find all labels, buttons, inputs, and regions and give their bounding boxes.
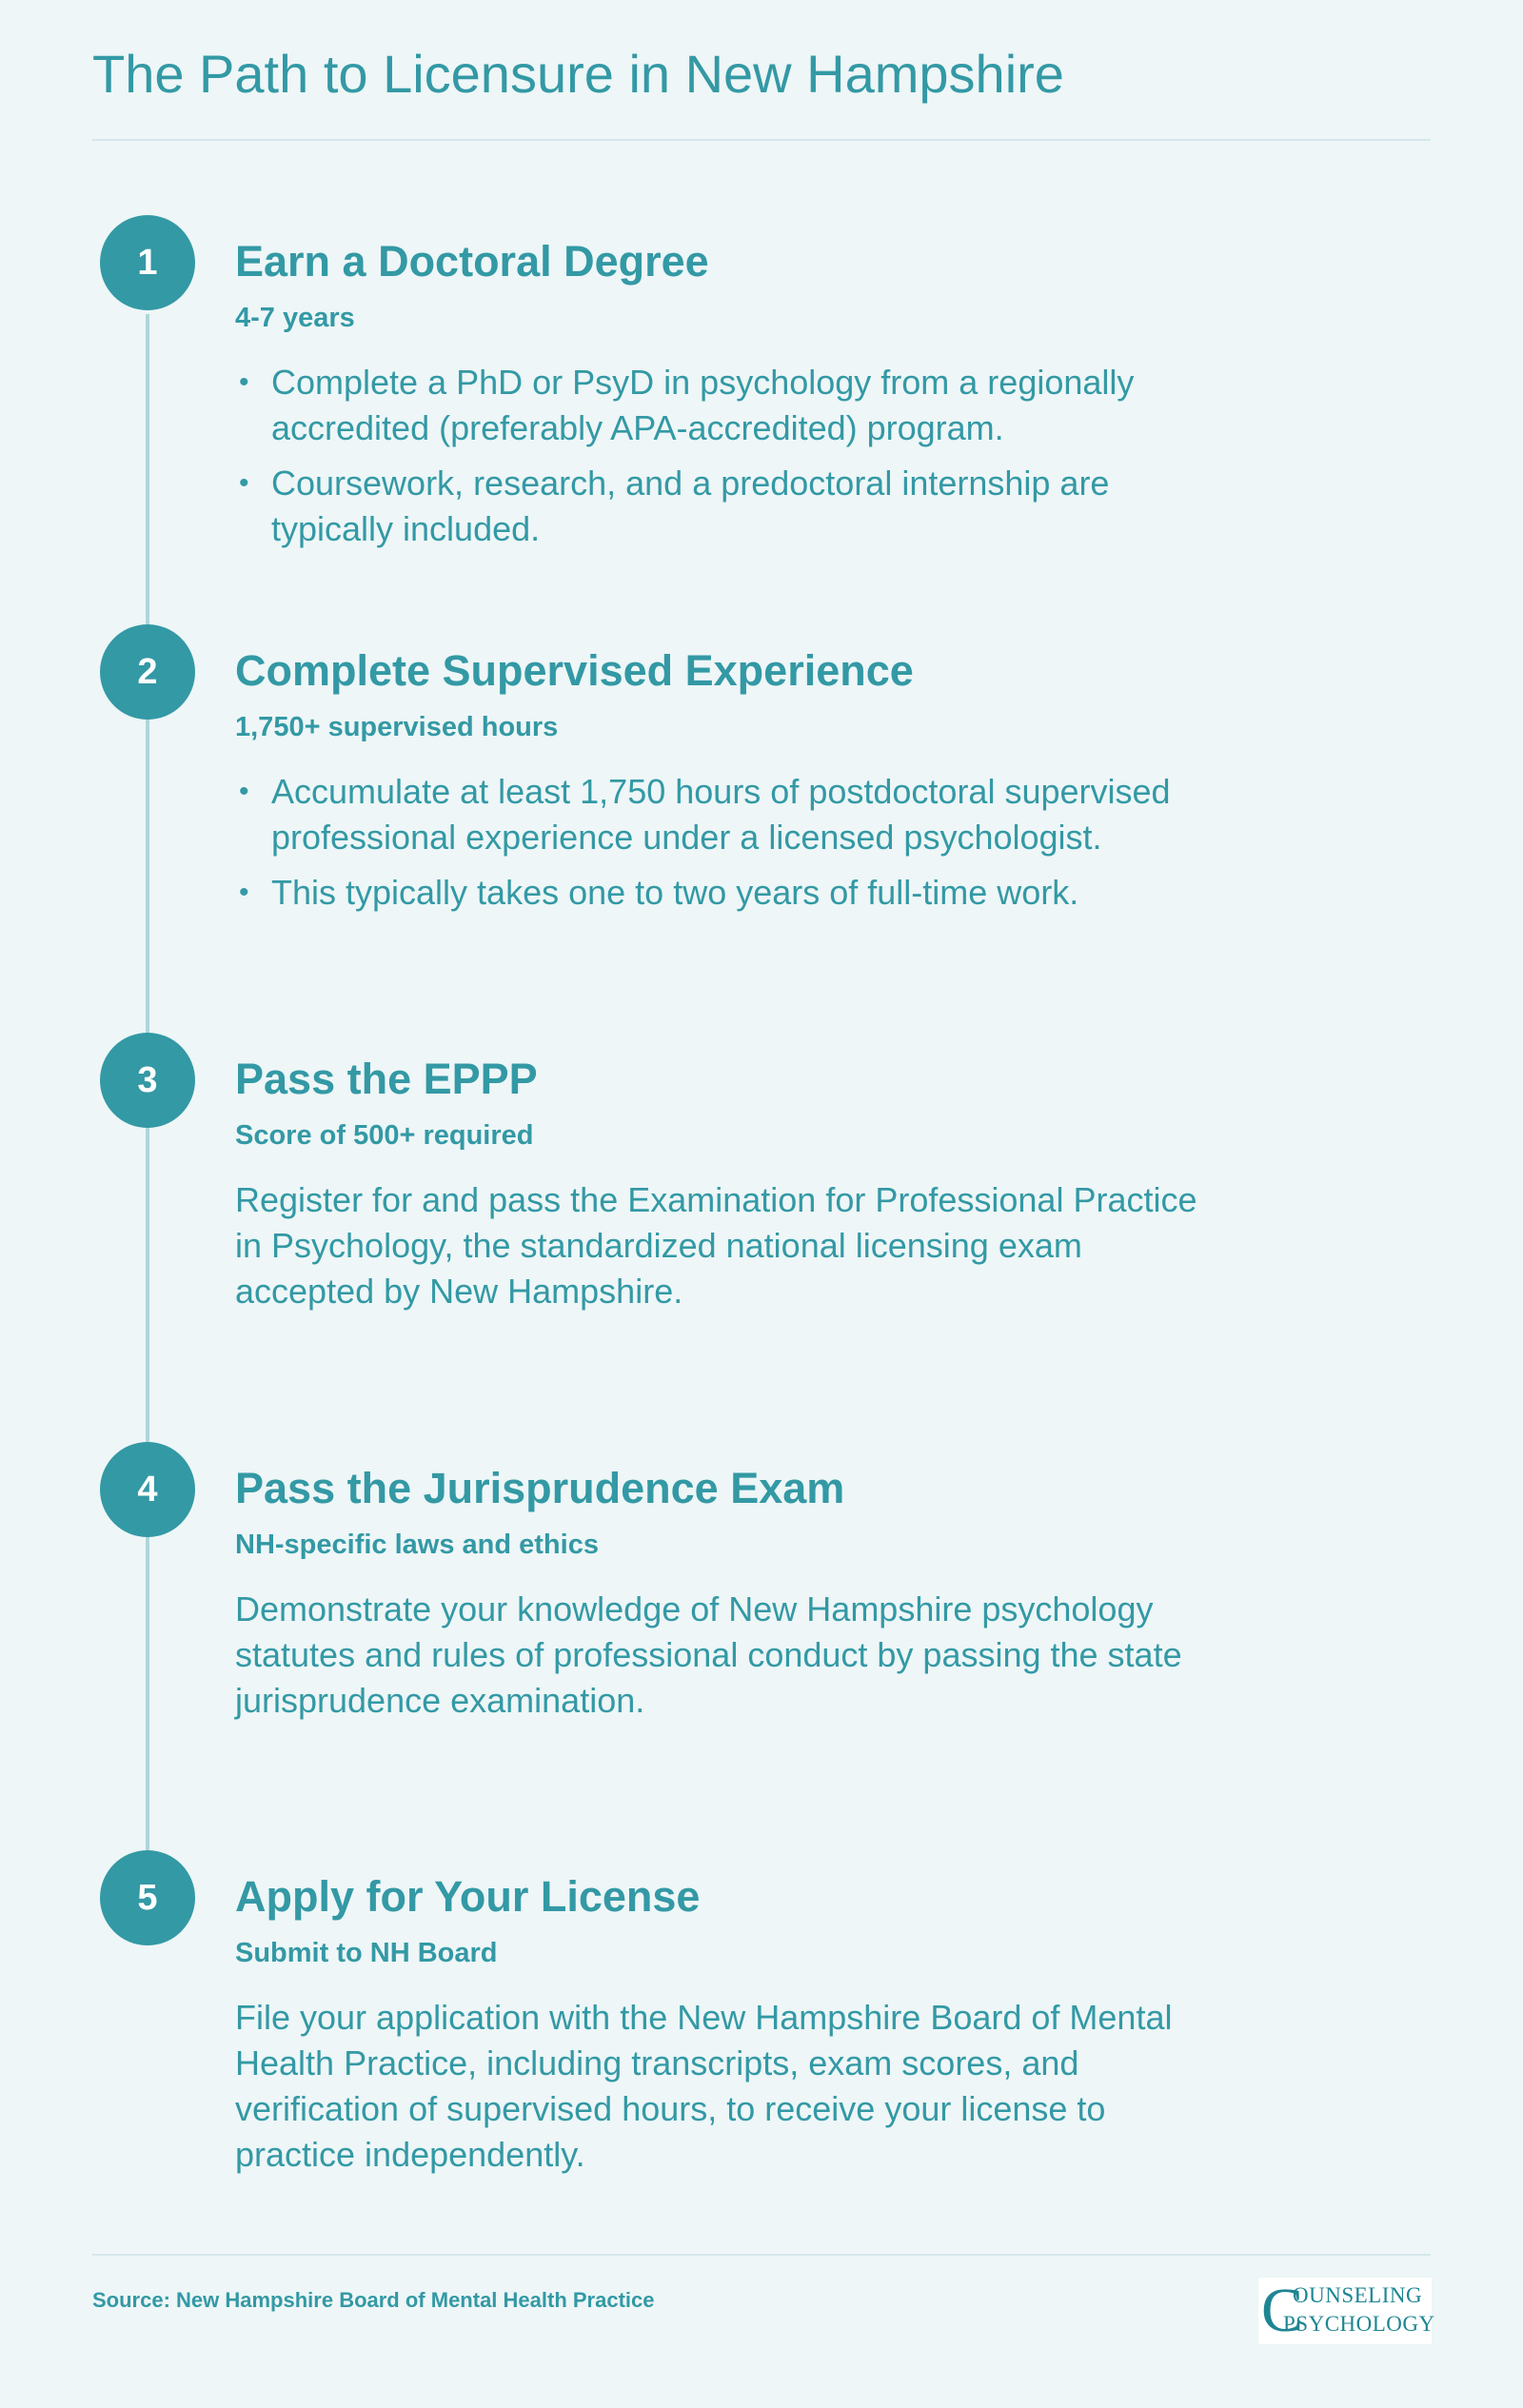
step-content — [235, 215, 1225, 562]
step-number-badge: 2 — [100, 624, 195, 720]
page-title: The Path to Licensure in New Hampshire — [92, 44, 1064, 104]
source-credit: Source: New Hampshire Board of Mental Health Practice — [92, 2288, 655, 2312]
step-content — [235, 1850, 1225, 2178]
logo-letter: C — [1261, 2276, 1304, 2345]
list-item: • Coursework, research, and a predoctoral internship are typically included. — [235, 461, 1225, 552]
step-number-badge: 4 — [100, 1442, 195, 1537]
step-content — [235, 1442, 1225, 1724]
step-number-badge: 3 — [100, 1033, 195, 1128]
step-heading: Earn a Doctoral Degree — [235, 237, 709, 286]
step-subtitle: Submit to NH Board — [235, 1938, 498, 1968]
step-number-badge: 1 — [100, 215, 195, 310]
step-heading: Complete Supervised Experience — [235, 646, 914, 695]
list-item: • Complete a PhD or PsyD in psychology from a regionally accredited (preferably APA-accredited) program. — [235, 360, 1225, 451]
step-content — [235, 1033, 1225, 1314]
step-bullet-list — [235, 769, 1225, 916]
counseling-psychology-logo — [1258, 2276, 1435, 2345]
footer-divider — [92, 2254, 1431, 2256]
header-divider — [92, 139, 1431, 141]
step-subtitle: Score of 500+ required — [235, 1120, 534, 1151]
step-heading: Pass the EPPP — [235, 1055, 538, 1103]
step-content — [235, 624, 1225, 925]
logo-text-line2: PSYCHOLOGY — [1283, 2312, 1435, 2336]
step-heading: Apply for Your License — [235, 1872, 701, 1921]
step-subtitle: NH-specific laws and ethics — [235, 1530, 599, 1560]
step-number-badge: 5 — [100, 1850, 195, 1945]
step-heading: Pass the Jurisprudence Exam — [235, 1464, 845, 1512]
list-item: • Accumulate at least 1,750 hours of postdoctoral supervised professional experience under a licensed psychologist. — [235, 769, 1225, 860]
step-description: Register for and pass the Examination for Professional Practice in Psychology, the standardized national licensing exam accepted by New Hampshire. — [235, 1180, 1197, 1311]
step-bullet-list — [235, 360, 1225, 552]
step-description: File your application with the New Hampshire Board of Mental Health Practice, including transcripts, exam scores, and verification of supervised hours, to receive your license to practice independently. — [235, 1998, 1173, 2174]
step-description: Demonstrate your knowledge of New Hampshire psychology statutes and rules of professional conduct by passing the state jurisprudence examination. — [235, 1589, 1182, 1720]
step-subtitle: 4-7 years — [235, 303, 355, 333]
list-item: • This typically takes one to two years of full-time work. — [235, 870, 1225, 916]
logo-text-line1: OUNSELING — [1293, 2283, 1423, 2307]
step-subtitle: 1,750+ supervised hours — [235, 712, 559, 742]
